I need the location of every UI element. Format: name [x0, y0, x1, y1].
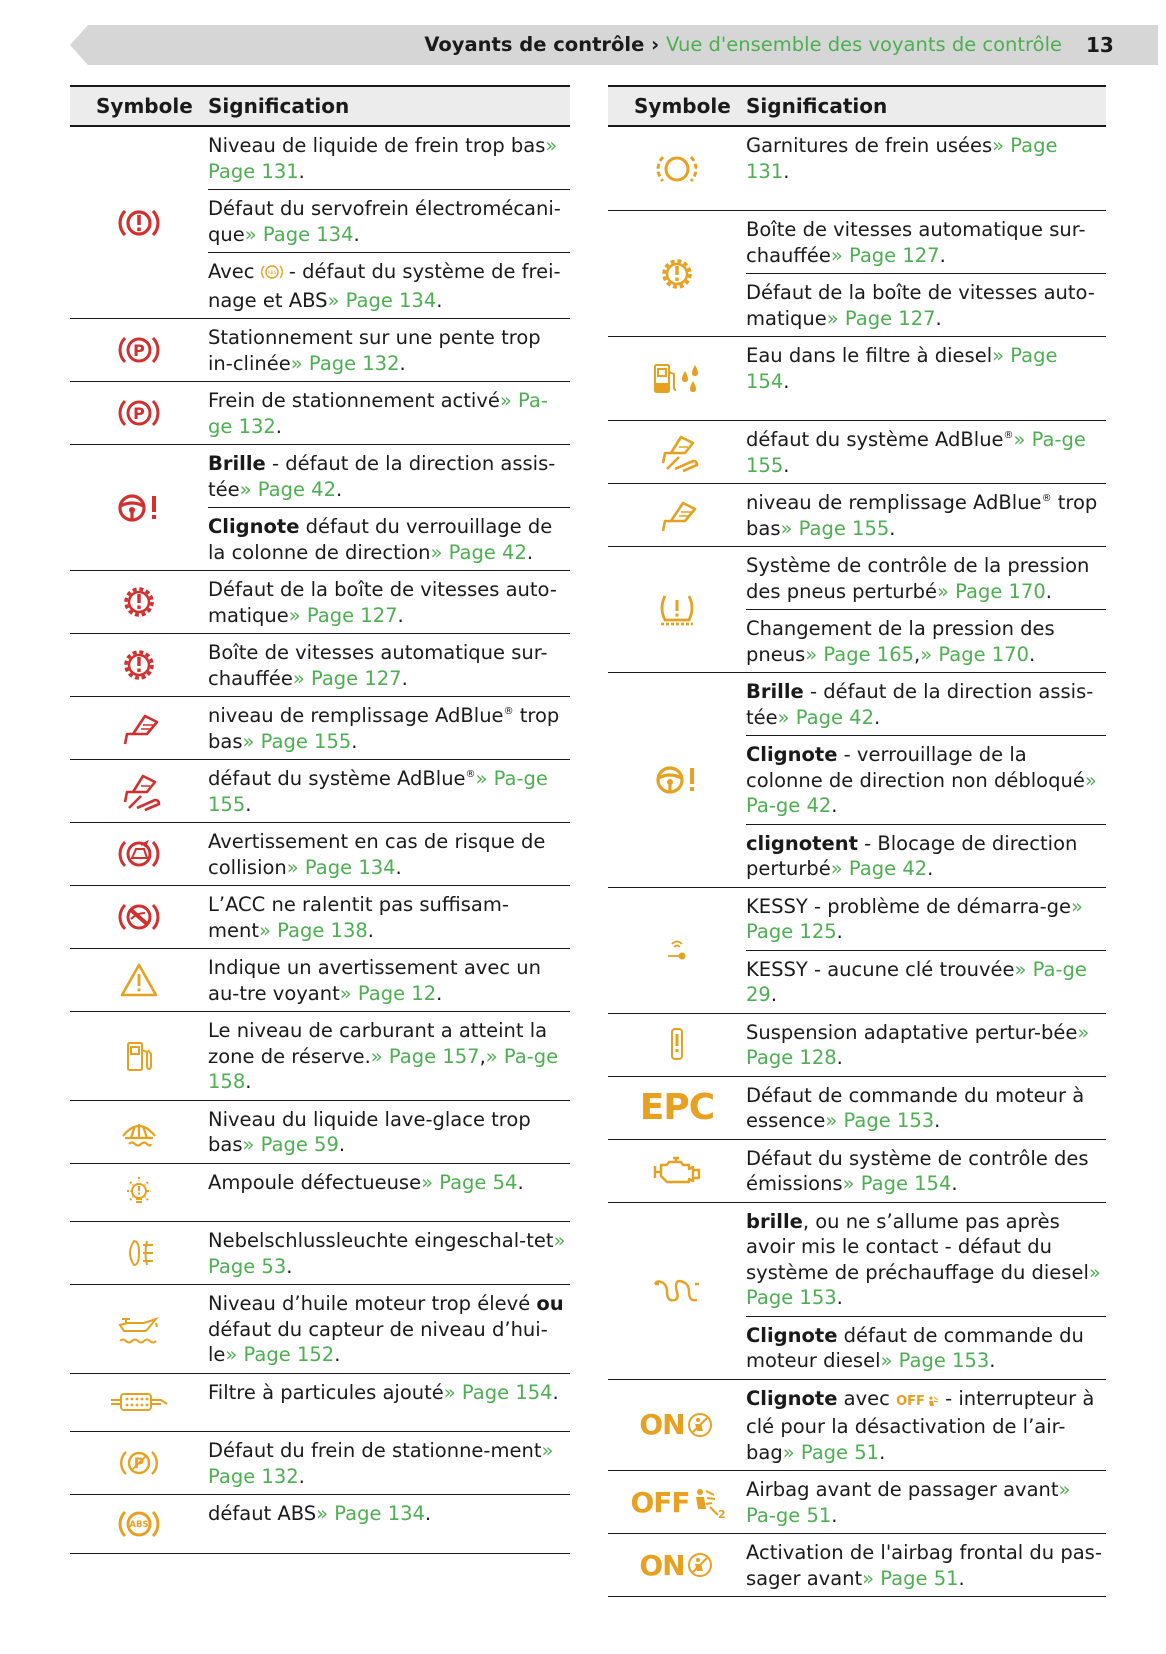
list-item: Frein de stationnement activé» Pa-ge 132.: [208, 389, 548, 438]
oil-level-icon: [70, 1285, 208, 1373]
list-item: Défaut de la boîte de vitesses auto-matique» Page 127.: [746, 281, 1095, 330]
gearbox-overheat-icon: [70, 634, 208, 696]
gearbox-fault-icon: [70, 571, 208, 633]
list-item: niveau de remplissage AdBlue® trop bas» Page 155.: [208, 704, 560, 753]
water-in-fuel-icon: [608, 337, 746, 420]
list-item: brille, ou ne s’allume pas après avoir mis le contact - défaut du système de préchauffage du diesel» Page 153.: [746, 1203, 1106, 1317]
table-row: [608, 1077, 1106, 1140]
table-row: [608, 484, 1106, 547]
list-item: Changement de la pression des pneus» Page 165,» Page 170.: [746, 617, 1055, 666]
table-row: [608, 673, 1106, 888]
section-title: Voyants de contrôle: [424, 33, 645, 56]
list-item: Filtre à particules ajouté» Page 154.: [208, 1380, 559, 1404]
table-row: [608, 888, 1106, 1014]
table-row: [608, 547, 1106, 673]
table-row: [70, 1164, 570, 1223]
list-item: Clignote défaut du verrouillage de la colonne de direction» Page 42.: [208, 515, 553, 564]
steering-warning-icon: [70, 445, 208, 570]
list-item: Boîte de vitesses automatique sur-chauffée» Page 127.: [746, 211, 1106, 274]
adblue-level-icon: [70, 697, 208, 759]
list-item: défaut ABS» Page 134.: [208, 1502, 432, 1525]
table-header: [608, 85, 1106, 127]
list-item: Brille - défaut de la direction assis-tée» Page 42.: [208, 445, 570, 508]
kessy-key-icon: [608, 888, 746, 1013]
header-meaning: Signification: [746, 94, 888, 118]
brake-pads-icon: [608, 127, 746, 210]
table-row: [608, 421, 1106, 484]
list-item: clignotent - Blocage de direction perturbé» Page 42.: [746, 831, 1078, 880]
table-row: [70, 760, 570, 823]
svg-text:ABS: ABS: [129, 1519, 149, 1530]
washer-fluid-icon: [70, 1101, 208, 1163]
list-item: Avertissement en cas de risque de collision» Page 134.: [208, 830, 546, 879]
subsection-title[interactable]: Vue d'ensemble des voyants de contrôle: [665, 33, 1062, 56]
table-row: [70, 886, 570, 949]
rear-fog-light-icon: [70, 1222, 208, 1284]
list-item: Le niveau de carburant a atteint la zone de réserve.» Page 157,» Pa-ge 158.: [208, 1019, 559, 1093]
suspension-icon: [608, 1014, 746, 1076]
acc-icon: [70, 886, 208, 948]
abs-icon: [70, 1495, 208, 1553]
list-item: défaut du système AdBlue®» Pa-ge 155.: [746, 428, 1086, 477]
list-item: Activation de l'airbag frontal du pas-sager avant» Page 51.: [746, 1541, 1102, 1590]
list-item: Défaut de commande du moteur à essence» Page 153.: [746, 1083, 1085, 1132]
parking-brake-icon: [70, 382, 208, 444]
airbag-off-icon: OFF 2: [630, 1485, 726, 1521]
table-row: [70, 1101, 570, 1164]
header-meaning: Signification: [208, 94, 350, 118]
table-row: [608, 1203, 1106, 1380]
engine-emission-icon: [608, 1140, 746, 1202]
list-item: Brille - défaut de la direction assis-tée» Page 42.: [746, 673, 1106, 736]
breadcrumb: [424, 33, 1062, 56]
list-item: Défaut de la boîte de vitesses auto-matique» Page 127.: [208, 578, 557, 627]
svg-text:P: P: [133, 404, 145, 423]
adblue-level-icon: [608, 484, 746, 546]
table-row: [70, 382, 570, 445]
airbag-on-icon: ON: [608, 1534, 746, 1596]
table-row: [70, 445, 570, 571]
list-item: Stationnement sur une pente trop in-clinée» Page 132.: [208, 326, 541, 375]
svg-text:P: P: [133, 341, 145, 360]
table-row: [70, 127, 570, 319]
list-item: Clignote avec OFF - interrupteur à clé pour la désactivation de l’air-bag» Page 51.: [746, 1386, 1095, 1464]
steering-warning-icon: [608, 673, 746, 887]
page-number: 13: [1086, 33, 1114, 57]
table-row: [608, 1140, 1106, 1203]
table-row: [70, 1374, 570, 1433]
table-header: [70, 85, 570, 127]
glow-plug-icon: [608, 1203, 746, 1379]
list-item: KESSY - problème de démarra-ge» Page 125.: [746, 888, 1106, 951]
table-row: [70, 949, 570, 1012]
list-item: Boîte de vitesses automatique sur-chauffée» Page 127.: [208, 641, 548, 690]
parking-brake-fault-icon: [70, 1432, 208, 1494]
table-row: [70, 823, 570, 886]
list-item: Niveau du liquide lave-glace trop bas» Page 59.: [208, 1107, 531, 1156]
table-row: [70, 1285, 570, 1374]
table-row: [70, 1432, 570, 1495]
table-row: [70, 571, 570, 634]
list-item: Avec ABS - défaut du système de frei-nage et ABS» Page 134.: [208, 260, 561, 312]
list-item: Suspension adaptative pertur-bée» Page 128.: [746, 1020, 1090, 1069]
left-table: [70, 85, 570, 1554]
list-item: niveau de remplissage AdBlue® trop bas» Page 155.: [746, 491, 1098, 540]
table-row: [608, 1380, 1106, 1472]
table-row: [70, 319, 570, 382]
list-item: Clignote défaut de commande du moteur diesel» Page 153.: [746, 1323, 1084, 1372]
table-row: [608, 1014, 1106, 1077]
svg-text:P: P: [133, 1456, 145, 1472]
airbag-inline-icon: [925, 1389, 939, 1415]
list-item: Nebelschlussleuchte eingeschal-tet» Page 53.: [208, 1229, 566, 1278]
header-symbol: Symbole: [634, 94, 731, 118]
collision-warning-icon: [70, 823, 208, 885]
adblue-fault-icon: [70, 760, 208, 822]
table-row: [608, 127, 1106, 211]
tire-pressure-icon: [608, 547, 746, 672]
warning-triangle-icon: [70, 949, 208, 1011]
table-row: [608, 1471, 1106, 1534]
airbag-on-icon: ON: [608, 1380, 746, 1471]
svg-text:ABS: ABS: [267, 271, 277, 276]
table-row: [70, 634, 570, 697]
list-item: Défaut du frein de stationne-ment» Page 132.: [208, 1439, 554, 1488]
list-item: Indique un avertissement avec un au-tre voyant» Page 12.: [208, 956, 541, 1005]
list-item: Défaut du servofrein électromécani-que» Page 134.: [208, 190, 570, 253]
list-item: Ampoule défectueuse» Page 54.: [208, 1170, 524, 1194]
bulb-icon: [70, 1164, 208, 1222]
list-item: Système de contrôle de la pression des pneus perturbé» Page 170.: [746, 547, 1106, 610]
breadcrumb-separator: ›: [651, 33, 660, 56]
adblue-fault-icon: [608, 421, 746, 483]
table-row: [70, 1222, 570, 1285]
parking-brake-icon: [70, 319, 208, 381]
gearbox-icon: [608, 211, 746, 336]
table-row: [608, 211, 1106, 337]
table-row: [70, 1495, 570, 1554]
table-row: [608, 337, 1106, 421]
list-item: L’ACC ne ralentit pas suffisam-ment» Page 138.: [208, 893, 509, 942]
table-row: [70, 697, 570, 760]
abs-icon: [261, 262, 283, 288]
list-item: Garnitures de frein usées» Page 131.: [746, 134, 1058, 183]
epc-icon: EPC: [639, 1087, 715, 1128]
fuel-pump-icon: [70, 1012, 208, 1100]
list-item: Niveau d’huile moteur trop élevé ou défaut du capteur de niveau d’hui-le» Page 152.: [208, 1292, 564, 1366]
header-symbol: Symbole: [96, 94, 193, 118]
brake-warning-icon: [70, 127, 208, 318]
right-table: [608, 85, 1106, 1597]
list-item: défaut du système AdBlue®» Pa-ge 155.: [208, 767, 548, 816]
list-item: KESSY - aucune clé trouvée» Pa-ge 29.: [746, 957, 1087, 1006]
particle-filter-icon: [70, 1374, 208, 1432]
list-item: Niveau de liquide de frein trop bas» Page 131.: [208, 127, 570, 190]
svg-text:2: 2: [717, 1508, 726, 1521]
table-row: [608, 1534, 1106, 1597]
list-item: Clignote - verrouillage de la colonne de direction non débloqué» Pa-ge 42.: [746, 736, 1106, 825]
list-item: Défaut du système de contrôle des émissions» Page 154.: [746, 1146, 1089, 1195]
table-row: [70, 1012, 570, 1101]
list-item: Eau dans le filtre à diesel» Page 154.: [746, 344, 1058, 393]
list-item: Airbag avant de passager avant» Pa-ge 51.: [746, 1478, 1071, 1527]
